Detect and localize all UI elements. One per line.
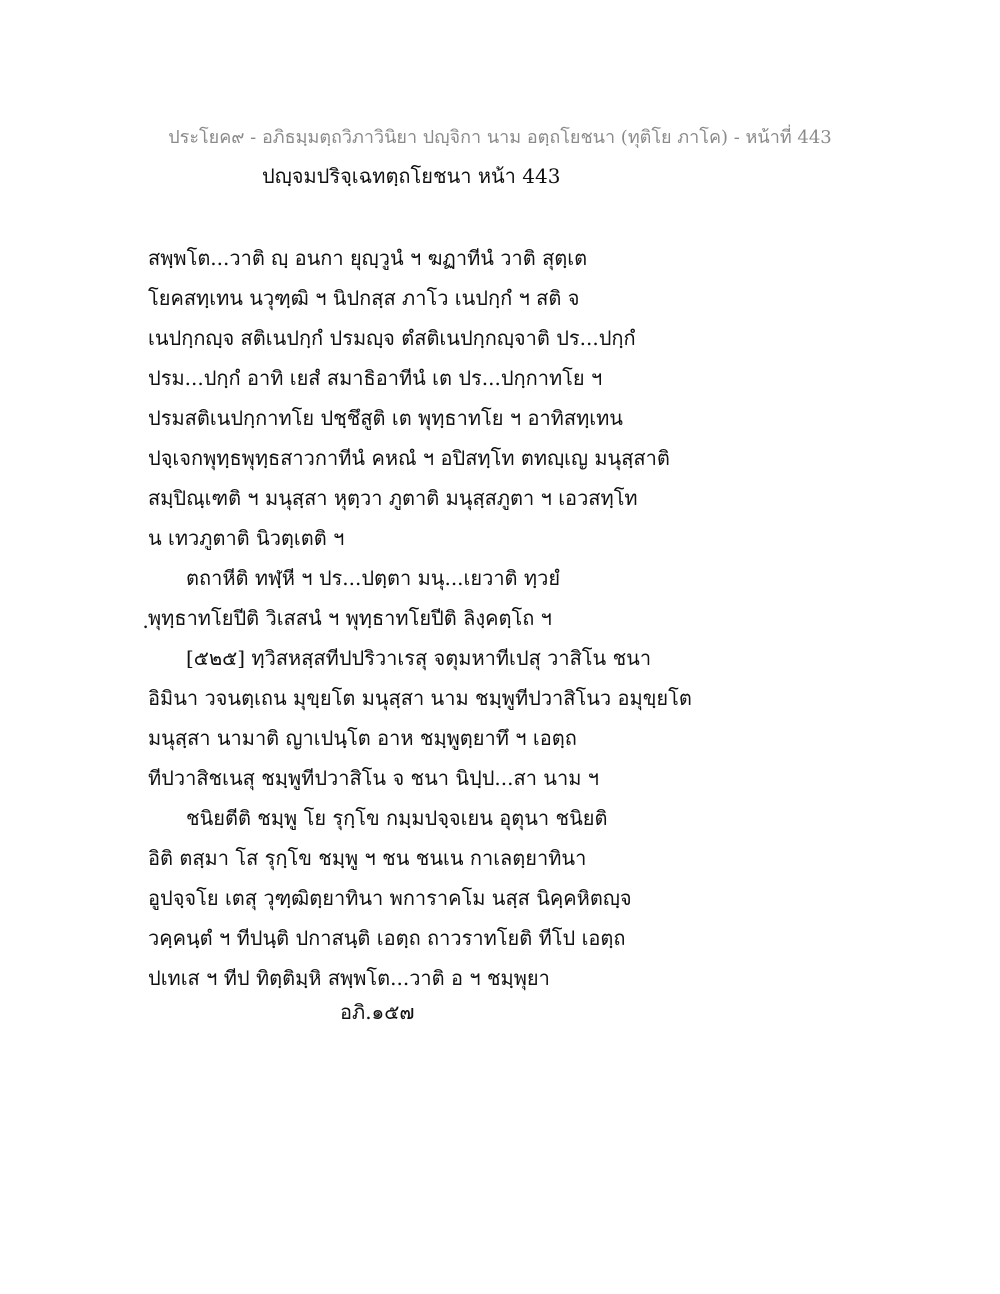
text-line: อิมินา วจนตฺเถน มุขฺยโต มนุสฺสา นาม ชมฺพูทีปวาสิโนว อมุขฺยโต [148, 686, 692, 710]
text-line: ปรม...ปกฺกํ อาทิ เยสํ สมาธิอาทีนํ เต ปร...ปกฺกาทโย ฯ [148, 366, 603, 390]
text-line: สมฺปิณฺเฑติ ฯ มนุสฺสา หุตฺวา ภูตาติ มนุสฺสภูตา ฯ เอวสทฺโท [148, 486, 638, 510]
running-header: ประโยค๙ - อภิธมฺมตฺถวิภาวินิยา ปญฺจิกา นาม อตฺถโยชนา (ทุติโย ภาโค) - หน้าที่ 443 [168, 127, 832, 148]
text-line: โยคสทฺเทน นวุฑฺฒิ ฯ นิปกสฺส ภาโว เนปกฺกํ ฯ สติ จ [148, 286, 580, 310]
text-line: ตถาหีติ ทฬฺหี ฯ ปร...ปตฺตา มนุ...เยวาติ ทฺวยํ [186, 566, 561, 590]
text-line: ปจฺเจกพุทฺธพุทฺธสาวกาทีนํ คหณํ ฯ อปิสทฺโท ตทญฺเญ มนุสฺสาติ [148, 446, 670, 470]
text-line: อิติ ตสฺมา โส รุกฺโข ชมฺพู ฯ ชน ชนเน กาเลตฺยาทินา [148, 846, 587, 870]
text-line: มนุสฺสา นามาติ ญาเปนฺโต อาห ชมฺพูตฺยาทึ ฯ เอตฺถ [148, 726, 577, 750]
page-label: อภิ.๑๕๗ [340, 1000, 415, 1024]
text-line: ทีปวาสิชเนสุ ชมฺพูทีปวาสิโน จ ชนา นิปฺป...สา นาม ฯ [148, 766, 599, 790]
text-line: เนปกฺกญฺจ สติเนปกฺกํ ปรมญฺจ ตํสติเนปกฺกญฺจาติ ปร...ปกฺกํ [148, 326, 636, 350]
text-line: [๕๒๕] ทฺวิสหสฺสทีปปริวาเรสุ จตุมหาทีเปสุ วาสิโน ชนา [186, 646, 652, 670]
text-line: น เทวภูตาติ นิวตฺเตติ ฯ [148, 526, 345, 550]
text-line: ชนิยตีติ ชมฺพู โย รุกฺโข กมฺมปจฺจเยน อุตุนา ชนิยติ [186, 806, 608, 830]
text-line: วคฺคนฺตํ ฯ ทีปนฺติ ปกาสนฺติ เอตฺถ ถาวราทโยติ ทีโป เอตฺถ [148, 926, 626, 950]
text-line: สพฺพโต...วาติ ญฺ อนกา ยุญฺวูนํ ฯ ฆฏาทีนํ วาติ สุตฺเต [148, 246, 588, 270]
text-line: อูปจฺจโย เตสุ วุฑฺฒิตฺยาทินา พการาคโม นสฺส นิคฺคหิตญฺจ [148, 886, 632, 910]
section-title: ปญฺจมปริจฺเฉทตฺถโยชนา หน้า 443 [262, 164, 561, 188]
text-line: ฺพุทฺธาทโยปีติ วิเสสนํ ฯ พุทฺธาทโยปีติ ลิงฺคตฺโถ ฯ [148, 606, 552, 630]
text-line: ปรมสติเนปกฺกาทโย ปชฺชึสูติ เต พุทฺธาทโย ฯ อาทิสทฺเทน [148, 406, 623, 430]
body-text [148, 238, 708, 998]
text-line: ปเทเส ฯ ทีป ทิตฺติมฺหิ สพฺพโต...วาติ อ ฯ ชมฺพุยา [148, 966, 550, 990]
